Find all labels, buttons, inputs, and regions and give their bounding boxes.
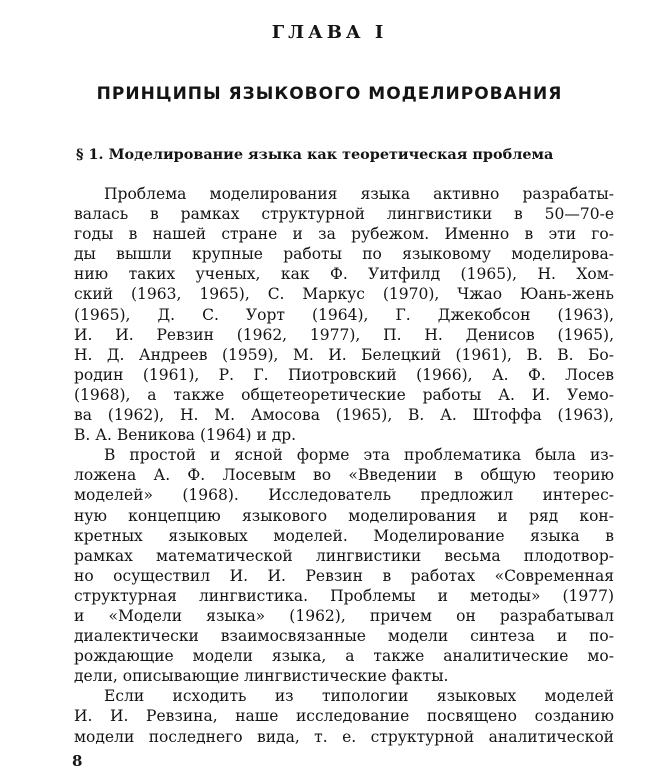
- text-line: (1965), Д. С. Уорт (1964), Г. Джекобсон (1963),: [74, 305, 614, 324]
- text-line: И. И. Ревзина, наше исследование посвящено созданию: [74, 707, 614, 726]
- chapter-label: ГЛАВА I: [271, 22, 388, 43]
- text-line: рождающие модели языка, а также аналитические мо-: [74, 647, 614, 666]
- text-line: модели последнего вида, т. е. структурной аналитической: [74, 727, 614, 746]
- body-text: [74, 184, 614, 747]
- text-line: диалектически взаимосвязанные модели синтеза и по-: [74, 627, 614, 646]
- text-line: В простой и ясной форме эта проблематика была из-: [104, 446, 614, 465]
- chapter-title: ПРИНЦИПЫ ЯЗЫКОВОГО МОДЕЛИРОВАНИЯ: [96, 84, 563, 104]
- text-line: нию таких ученых, как Ф. Уитфилд (1965), Н. Хом-: [74, 265, 614, 284]
- page-number: 8: [72, 752, 83, 770]
- text-line: Проблема моделирования языка активно разрабаты-: [104, 185, 614, 203]
- text-line: ную концепцию языкового моделирования и ряд кон-: [74, 506, 614, 525]
- text-line: но осуществил И. И. Ревзин в работах «Современная: [74, 566, 614, 585]
- text-line: валась в рамках структурной лингвистики в 50—70-е: [74, 205, 614, 224]
- text-line: рамках математической лингвистики весьма плодотвор-: [74, 546, 614, 565]
- text-line: ва (1962), Н. М. Амосова (1965), В. А. Штоффа (1963),: [74, 406, 614, 425]
- text-line: и «Модели языка» (1962), причем он разрабатывал: [74, 606, 614, 625]
- text-line: годы в нашей стране и за рубежом. Именно в эти го-: [74, 225, 614, 244]
- text-line: ды вышли крупные работы по языковому моделирова-: [74, 245, 614, 264]
- text-line: В. А. Веникова (1964) и др.: [74, 426, 297, 445]
- text-line: структурная лингвистика. Проблемы и методы» (1977): [74, 586, 614, 605]
- text-line: (1968), а также общетеоретические работы А. И. Уемо-: [74, 385, 614, 404]
- text-line: Если исходить из типологии языковых моделей: [104, 687, 614, 706]
- text-line: моделей» (1968). Исследователь предложил интерес-: [74, 486, 614, 505]
- text-line: ложена А. Ф. Лосевым во «Введении в общую теорию: [74, 466, 614, 485]
- section-title: § 1. Моделирование языка как теоретическая проблема: [76, 146, 554, 163]
- text-line: Н. Д. Андреев (1959), М. И. Белецкий (1961), В. В. Бо-: [74, 345, 614, 364]
- text-line: И. И. Ревзин (1962, 1977), П. Н. Денисов (1965),: [74, 325, 614, 344]
- text-line: ский (1963, 1965), С. Маркус (1970), Чжао Юань-жень: [74, 285, 614, 304]
- text-line: родин (1961), Р. Г. Пиотровский (1966), А. Ф. Лосев: [74, 365, 614, 384]
- text-line: дели, описывающие лингвистические факты.: [74, 667, 449, 686]
- text-line: кретных языковых моделей. Моделирование языка в: [74, 526, 614, 545]
